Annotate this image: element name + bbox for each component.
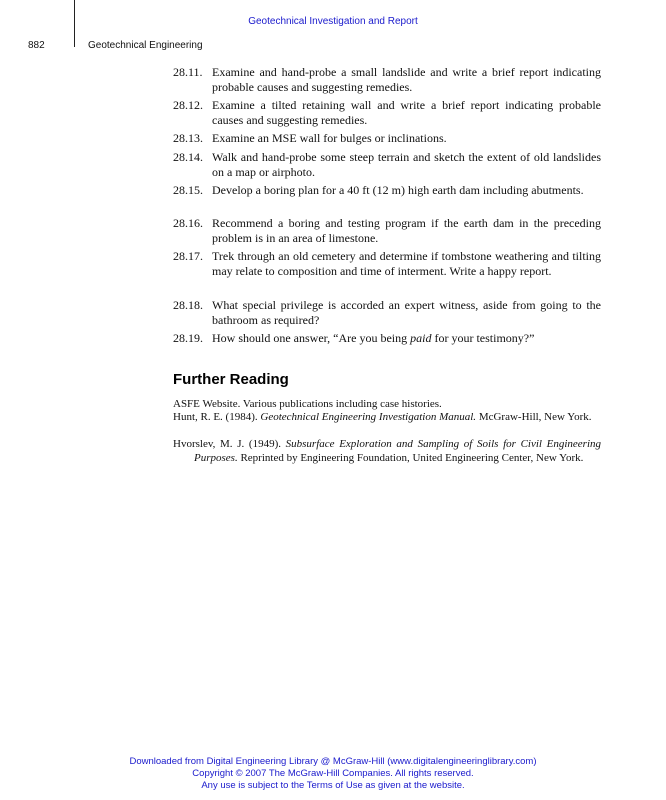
footer-download-link[interactable]: Downloaded from Digital Engineering Library @ McGraw-Hill (www.digitalengineeringlibrary.com) — [129, 756, 537, 767]
top-header: Geotechnical Investigation and Report — [248, 16, 418, 27]
problem-text-emphasis: paid — [410, 331, 432, 345]
problem-text: Develop a boring plan for a 40 ft (12 m) high earth dam including abutments. — [212, 183, 584, 197]
header-rule — [74, 0, 75, 47]
problem-item — [173, 298, 601, 328]
problem-text: Examine a tilted retaining wall and write a brief report indicating probable causes and suggesting remedies. — [212, 98, 601, 127]
problem-item — [173, 150, 601, 180]
reference-publisher: McGraw-Hill, New York. — [476, 411, 592, 423]
footer-copyright: Copyright © 2007 The McGraw-Hill Companies. All rights reserved. — [192, 768, 474, 779]
problem-item — [173, 216, 601, 246]
footer-terms-link[interactable]: Any use is subject to the Terms of Use as given at the website. — [201, 780, 465, 791]
problem-number: 28.13. — [173, 131, 203, 145]
problem-text — [212, 331, 601, 346]
problem-number: 28.16. — [173, 216, 203, 230]
problem-number: 28.19. — [173, 331, 203, 345]
problem-text: What special privilege is accorded an expert witness, aside from going to the bathroom as required? — [212, 298, 601, 327]
problem-number: 28.18. — [173, 298, 203, 312]
problem-number: 28.14. — [173, 150, 203, 164]
page-number: 882 — [28, 40, 45, 51]
reference-title: Subsurface Exploration and Sampling of Soils for Civil Engineering Purposes. — [194, 438, 601, 464]
problem-text: Walk and hand-probe some steep terrain and sketch the extent of old landslides on a map or airphoto. — [212, 150, 601, 179]
problem-item — [173, 65, 601, 95]
problem-item — [173, 331, 601, 346]
problem-number: 28.17. — [173, 249, 203, 263]
problem-number: 28.12. — [173, 98, 203, 112]
problem-item — [173, 131, 601, 146]
reference-publisher: Reprinted by Engineering Foundation, United Engineering Center, New York. — [237, 451, 584, 464]
problem-text: Trek through an old cemetery and determine if tombstone weathering and tilting may relate to composition and time of interment. Write a happy report. — [212, 249, 601, 278]
problem-number: 28.15. — [173, 183, 203, 197]
problem-item — [173, 183, 601, 198]
reference-author: Hvorslev, M. J. (1949). — [173, 438, 286, 450]
section-heading: Further Reading — [173, 371, 289, 388]
reference — [173, 411, 601, 425]
problem-text-part: How should one answer, “Are you being — [212, 331, 411, 345]
reference — [173, 438, 601, 465]
problem-text: Examine and hand-probe a small landslide and write a brief report indicating probable causes and suggesting remedies. — [212, 65, 601, 94]
reference-author: Hunt, R. E. (1984). — [173, 411, 261, 423]
running-head: Geotechnical Engineering — [88, 40, 203, 51]
problem-item — [173, 249, 601, 279]
reference-title: Geotechnical Engineering Investigation Manual. — [260, 411, 477, 423]
reference-text: ASFE Website. Various publications including case histories. — [173, 398, 442, 410]
reference — [173, 398, 601, 412]
problem-number: 28.11. — [173, 65, 203, 79]
problem-item — [173, 98, 601, 128]
problem-text-part: for your testimony?” — [431, 331, 535, 345]
problem-text: Recommend a boring and testing program if the earth dam in the preceding problem is in an area of limestone. — [212, 216, 601, 245]
problem-text: Examine an MSE wall for bulges or inclinations. — [212, 131, 447, 145]
